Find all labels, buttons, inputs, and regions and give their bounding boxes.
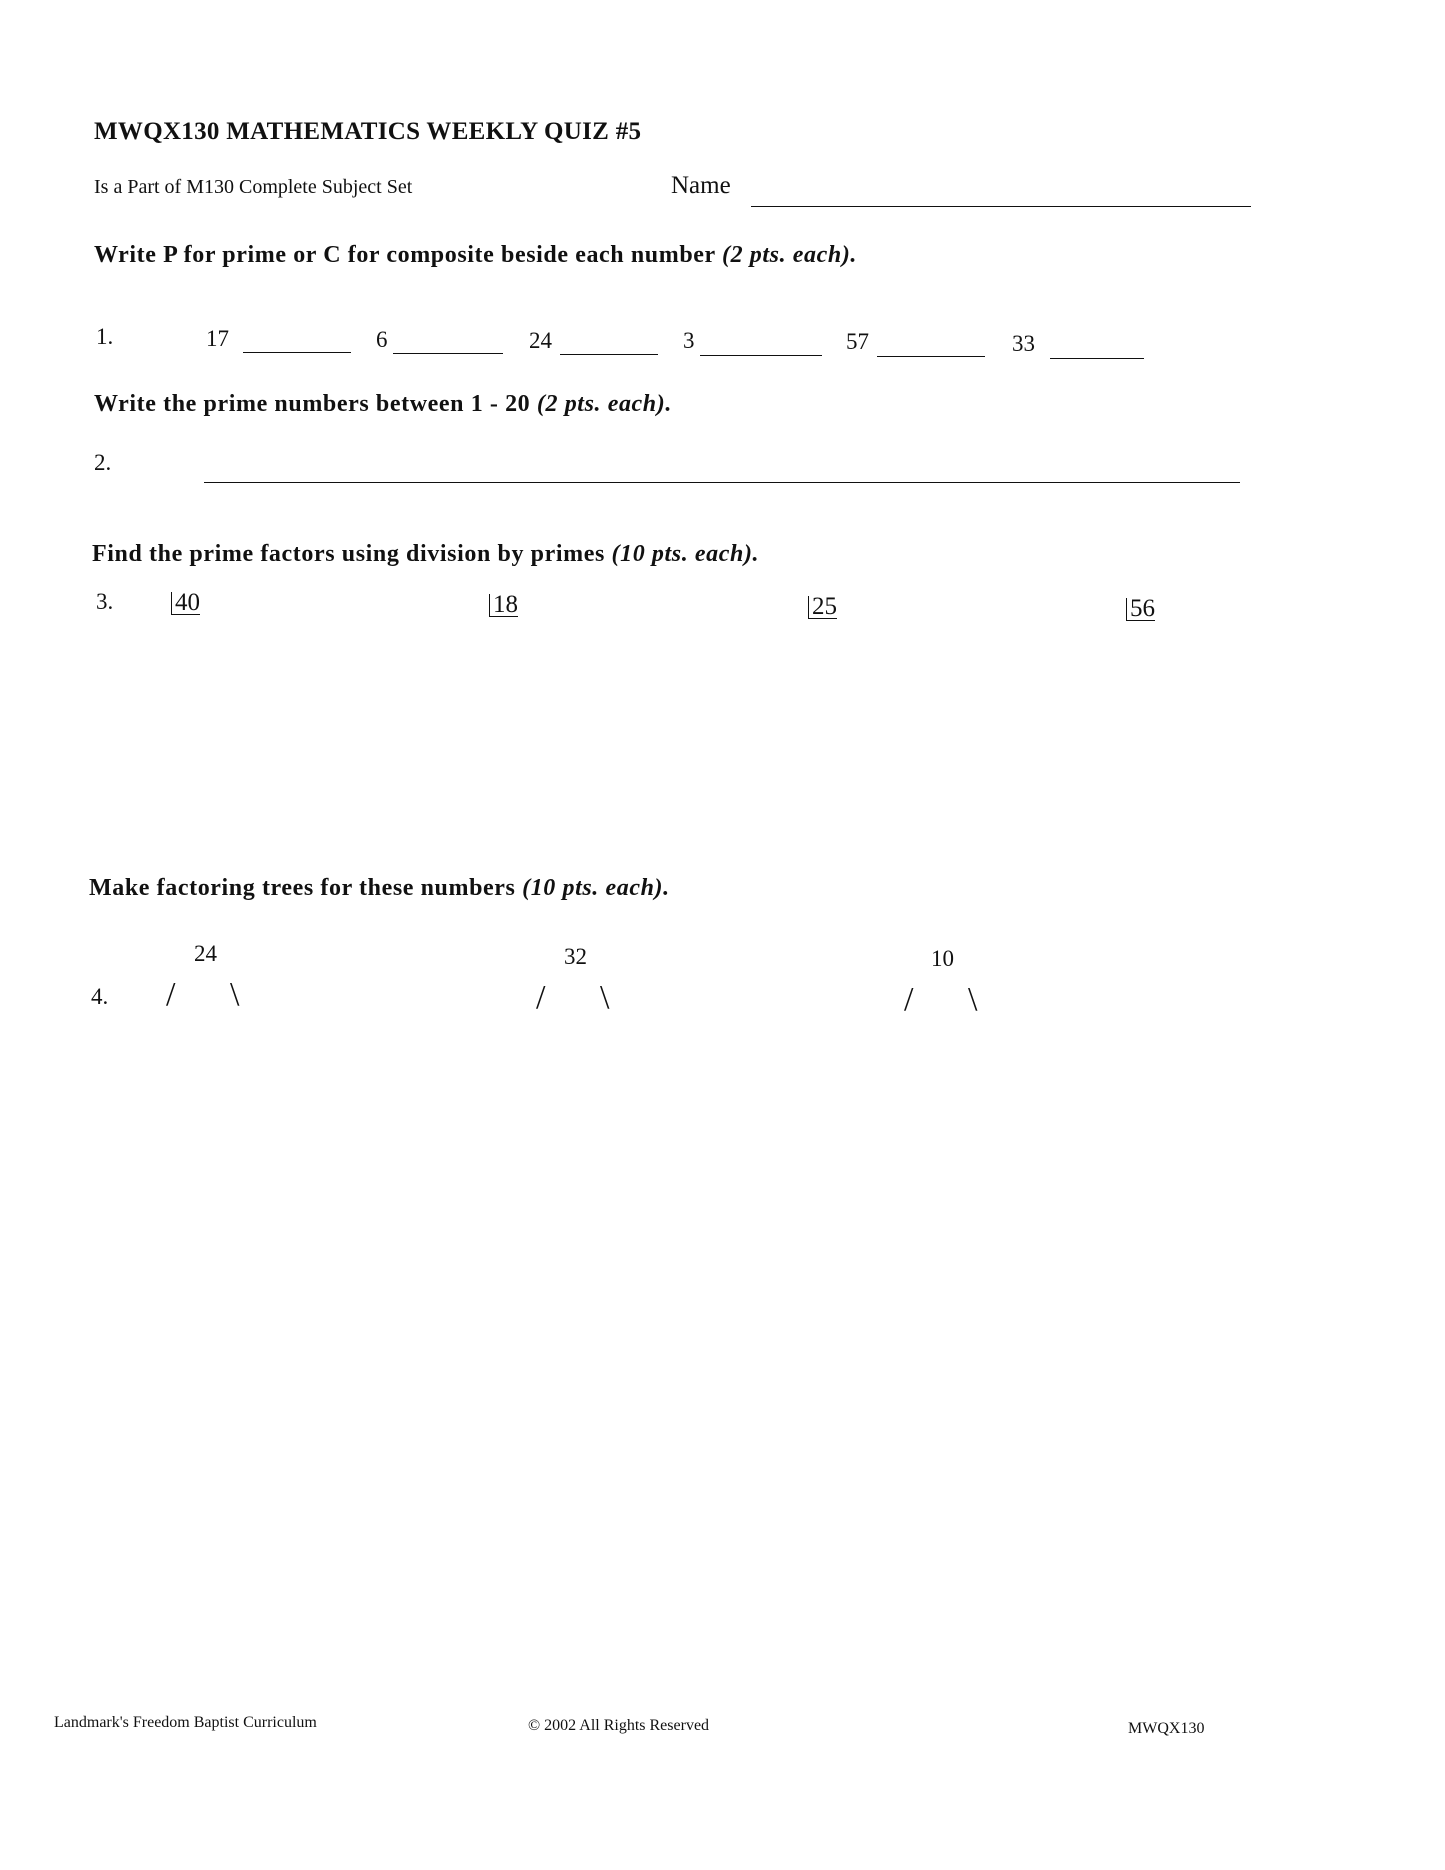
question-1-number: 1. [96,324,114,349]
q1-answer-blank-3[interactable] [700,355,822,356]
quiz-title: MWQX130 MATHEMATICS WEEKLY QUIZ #5 [94,118,642,145]
q2-answer-line[interactable] [204,482,1240,483]
q1-number-17: 17 [206,326,229,351]
name-answer-line[interactable] [751,206,1251,207]
footer-copyright: © 2002 All Rights Reserved [528,1717,710,1734]
q3-division-25: 25 [808,596,837,619]
question-3-number: 3. [96,589,114,614]
footer-code: MWQX130 [1128,1720,1205,1737]
section4-instruction: Make factoring trees for these numbers (10 pts. each). [89,875,670,901]
quiz-subtitle: Is a Part of M130 Complete Subject Set [94,176,413,198]
q1-answer-blank-33[interactable] [1050,358,1144,359]
q1-number-3: 3 [683,328,695,353]
q1-number-33: 33 [1012,331,1035,356]
q4-tree-number-32: 32 [564,944,587,969]
q4-tree-10-right-branch: \ [968,981,978,1018]
q4-tree-32-left-branch: / [536,979,546,1016]
name-label: Name [671,172,731,199]
q1-answer-blank-17[interactable] [243,352,351,353]
q3-division-18: 18 [489,594,518,617]
q4-tree-32-right-branch: \ [600,979,610,1016]
question-2-number: 2. [94,450,112,475]
q1-answer-blank-6[interactable] [393,353,503,354]
question-4-number: 4. [91,984,109,1009]
q4-tree-number-10: 10 [931,946,954,971]
q4-tree-number-24: 24 [194,941,217,966]
section3-instruction: Find the prime factors using division by primes (10 pts. each). [92,541,760,567]
q1-answer-blank-57[interactable] [877,356,985,357]
q1-number-24: 24 [529,328,552,353]
q4-tree-10-left-branch: / [904,981,914,1018]
q3-division-56: 56 [1126,598,1155,621]
q1-number-57: 57 [846,329,869,354]
section2-instruction: Write the prime numbers between 1 - 20 (2 pts. each). [94,391,672,417]
section1-instruction: Write P for prime or C for composite beside each number (2 pts. each). [94,242,858,268]
q4-tree-24-right-branch: \ [230,976,240,1013]
q1-number-6: 6 [376,327,388,352]
q1-answer-blank-24[interactable] [560,354,658,355]
q4-tree-24-left-branch: / [166,976,176,1013]
q3-division-40: 40 [171,592,200,615]
footer-publisher: Landmark's Freedom Baptist Curriculum [54,1714,317,1731]
